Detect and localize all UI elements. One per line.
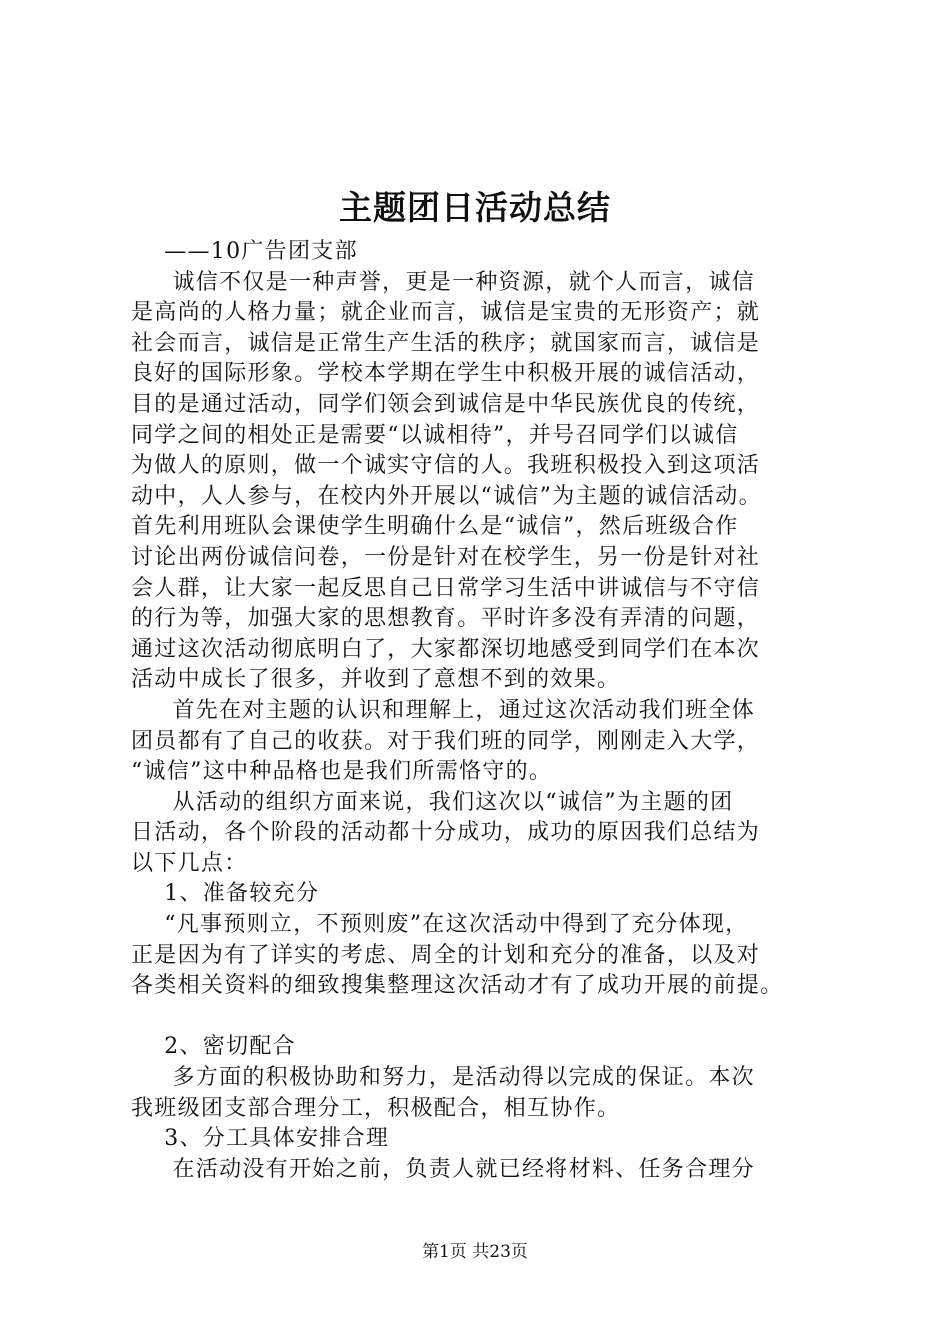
text-line: 日活动，各个阶段的活动都十分成功，成功的原因我们总结为 <box>131 820 761 846</box>
text-line: 首先在对主题的认识和理解上，通过这次活动我们班全体 <box>131 697 755 723</box>
text-line: 我班级团支部合理分工，积极配合，相互协作。 <box>131 1095 621 1121</box>
text-line: 社会而言，诚信是正常生产生活的秩序；就国家而言，诚信是 <box>131 330 761 356</box>
text-line: 各类相关资料的细致搜集整理这次活动才有了成功开展的前提。 <box>131 973 784 999</box>
text-line: 多方面的积极协助和努力，是活动得以完成的保证。本次 <box>131 1065 755 1091</box>
text-line: 2、密切配合 <box>131 1034 296 1060</box>
text-line: 以下几点： <box>131 850 248 876</box>
text-line: “诚信”这中种品格也是我们所需恪守的。 <box>131 759 553 785</box>
text-line: 是高尚的人格力量；就企业而言，诚信是宝贵的无形资产；就 <box>131 300 761 326</box>
text-line: 讨论出两份诚信问卷，一份是针对在校学生，另一份是针对社 <box>131 544 761 570</box>
document-body <box>131 237 831 1185</box>
text-line: 正是因为有了详实的考虑、周全的计划和充分的准备，以及对 <box>131 942 761 968</box>
text-line: 通过这次活动彻底明白了，大家都深切地感受到同学们在本次 <box>131 636 761 662</box>
text-line: 首先利用班队会课使学生明确什么是“诚信”，然后班级合作 <box>131 514 739 540</box>
text-line: 从活动的组织方面来说，我们这次以“诚信”为主题的团 <box>131 789 734 815</box>
text-line: 诚信不仅是一种声誉，更是一种资源，就个人而言，诚信 <box>131 269 755 295</box>
text-line: 会人群，让大家一起反思自己日常学习生活中讲诚信与不守信 <box>131 575 761 601</box>
document-title: 主题团日活动总结 <box>339 188 611 227</box>
text-line: 动中，人人参与，在校内外开展以“诚信”为主题的诚信活动。 <box>131 483 762 509</box>
page-footer: 第1页 共23页 <box>422 1242 528 1262</box>
text-line: 目的是通过活动，同学们领会到诚信是中华民族优良的传统， <box>131 391 761 417</box>
text-line: 1、准备较充分 <box>131 881 320 907</box>
blank-line <box>131 1002 831 1033</box>
text-line: 3、分工具体安排合理 <box>131 1126 390 1152</box>
text-line: 活动中成长了很多，并收到了意想不到的效果。 <box>131 667 621 693</box>
text-line: 同学之间的相处正是需要“以诚相待”，并号召同学们以诚信 <box>131 422 739 448</box>
text-line: ——10广告团支部 <box>131 239 358 264</box>
text-line: 的行为等，加强大家的思想教育。平时许多没有弄清的问题， <box>131 606 761 632</box>
text-line: 良好的国际形象。学校本学期在学生中积极开展的诚信活动， <box>131 361 761 387</box>
text-line: 为做人的原则，做一个诚实守信的人。我班积极投入到这项活 <box>131 453 761 479</box>
text-line: “凡事预则立，不预则废”在这次活动中得到了充分体现， <box>131 912 749 938</box>
text-line: 在活动没有开始之前，负责人就已经将材料、任务合理分 <box>131 1156 755 1182</box>
text-line: 团员都有了自己的收获。对于我们班的同学，刚刚走入大学， <box>131 728 761 754</box>
